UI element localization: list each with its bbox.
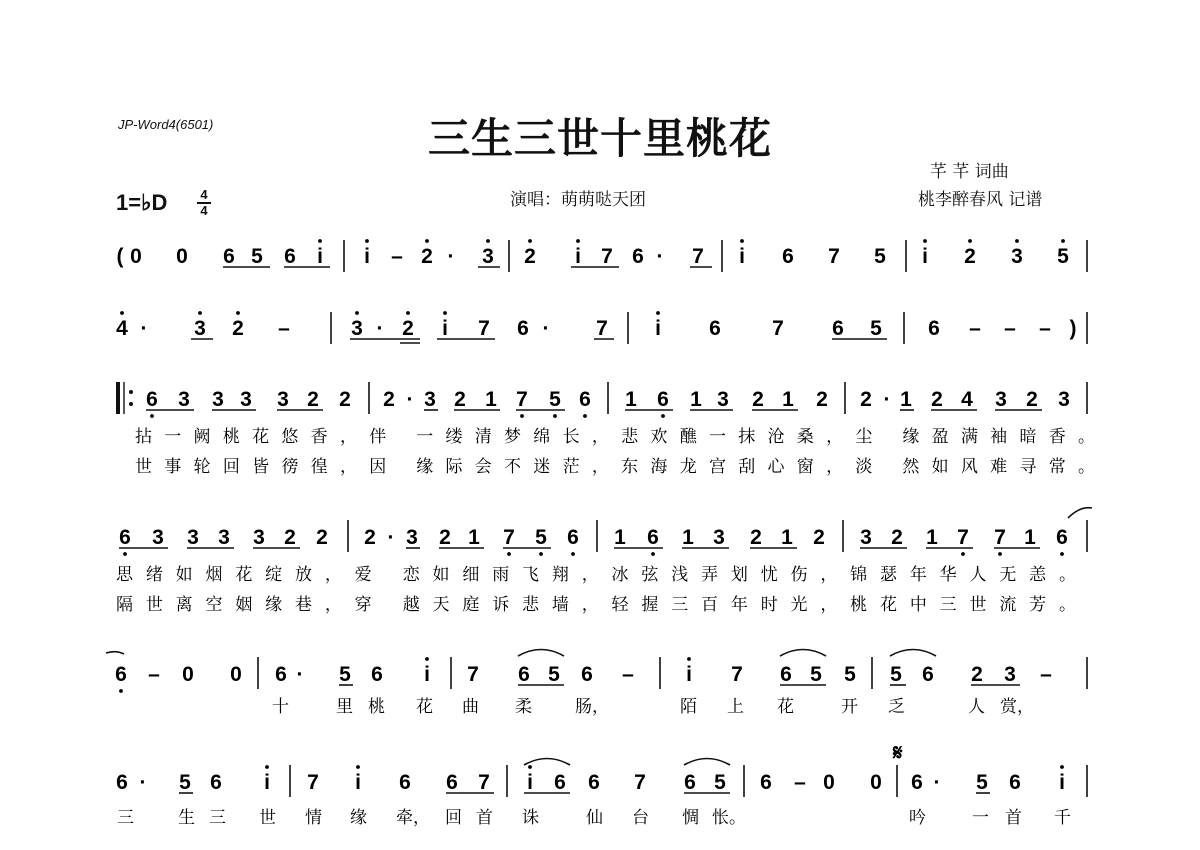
octave-dot-high xyxy=(198,311,202,315)
segno-sign: 𝄋 xyxy=(893,740,903,765)
octave-dot-high xyxy=(236,311,240,315)
note-1-1: · xyxy=(140,317,148,340)
octave-dot-high xyxy=(968,239,972,243)
note-0-10: · xyxy=(447,245,455,268)
note-2-22: 2 xyxy=(860,388,872,411)
note-3-0: 6 xyxy=(119,526,131,549)
lyric-4-9: 花 xyxy=(777,697,794,717)
lyric-4-0: 十 xyxy=(272,697,289,717)
note-2-7: 2 xyxy=(383,388,395,411)
octave-dot-high xyxy=(528,239,532,243)
octave-dot-low xyxy=(1060,552,1064,556)
note-0-3: 6 xyxy=(223,245,235,268)
note-5-23: 6 xyxy=(1009,771,1021,794)
note-3-14: 6 xyxy=(567,526,579,549)
note-0-21: 5 xyxy=(874,245,886,268)
note-1-0: 4 xyxy=(116,317,128,340)
note-5-1: · xyxy=(139,771,147,794)
note-2-13: 5 xyxy=(549,388,561,411)
note-4-17: 5 xyxy=(810,663,822,686)
lyric-4-2: 桃 xyxy=(368,697,385,717)
note-5-21: · xyxy=(933,771,941,794)
note-2-5: 2 xyxy=(307,388,319,411)
note-3-18: 3 xyxy=(713,526,725,549)
note-2-20: 1 xyxy=(782,388,794,411)
note-3-9: 3 xyxy=(406,526,418,549)
time-signature-top: 4 xyxy=(200,187,208,202)
note-0-23: 2 xyxy=(964,245,976,268)
singer-credit: 演唱：萌萌哒天团 xyxy=(510,190,646,210)
note-3-10: 2 xyxy=(439,526,451,549)
note-0-17: 7 xyxy=(692,245,704,268)
note-5-6: i xyxy=(355,771,361,794)
note-2-2: 3 xyxy=(212,388,224,411)
note-5-5: 7 xyxy=(307,771,319,794)
octave-dot-high xyxy=(1060,765,1064,769)
lyric-5-11: 台 xyxy=(632,808,649,828)
note-1-19: – xyxy=(969,317,981,340)
note-3-7: 2 xyxy=(364,526,376,549)
note-4-21: 2 xyxy=(971,663,983,686)
note-2-11: 1 xyxy=(485,388,497,411)
note-4-10: 6 xyxy=(518,663,530,686)
lyric-5-0: 三 xyxy=(117,808,134,828)
note-5-12: 6 xyxy=(588,771,600,794)
note-3-2: 3 xyxy=(187,526,199,549)
lyric-5-4: 情 xyxy=(305,808,322,828)
note-0-20: 7 xyxy=(828,245,840,268)
note-1-17: 5 xyxy=(870,317,882,340)
lyric-5-2: 三 xyxy=(209,808,226,828)
octave-dot-high xyxy=(355,311,359,315)
note-5-17: – xyxy=(794,771,806,794)
note-5-0: 6 xyxy=(116,771,128,794)
key-signature: 1=♭D xyxy=(116,190,168,215)
note-1-14: 6 xyxy=(709,317,721,340)
note-1-12: 7 xyxy=(596,317,608,340)
octave-dot-high xyxy=(443,311,447,315)
note-2-23: · xyxy=(883,388,891,411)
note-4-9: 7 xyxy=(467,663,479,686)
note-3-20: 1 xyxy=(781,526,793,549)
note-3-8: · xyxy=(387,526,395,549)
note-4-12: 6 xyxy=(581,663,593,686)
note-0-9: 2 xyxy=(421,245,433,268)
note-0-8: – xyxy=(391,245,403,268)
note-1-4: – xyxy=(278,317,290,340)
note-3-22: 3 xyxy=(860,526,872,549)
octave-dot-low xyxy=(539,552,543,556)
note-3-4: 3 xyxy=(253,526,265,549)
note-2-0: 6 xyxy=(146,388,158,411)
time-signature-bottom: 4 xyxy=(200,202,208,218)
octave-dot-low xyxy=(119,689,123,693)
note-0-18: i xyxy=(739,245,745,268)
note-3-5: 2 xyxy=(284,526,296,549)
note-2-24: 1 xyxy=(900,388,912,411)
lyrics-layer xyxy=(116,427,1095,828)
note-4-4: 6 xyxy=(275,663,287,686)
note-0-1: 0 xyxy=(130,245,142,268)
note-4-19: 5 xyxy=(890,663,902,686)
note-5-14: 6 xyxy=(684,771,696,794)
note-0-5: 6 xyxy=(284,245,296,268)
note-2-27: 3 xyxy=(995,388,1007,411)
note-5-22: 5 xyxy=(976,771,988,794)
octave-dot-high xyxy=(356,765,360,769)
octave-dot-high xyxy=(318,239,322,243)
note-0-0: ( xyxy=(116,245,124,268)
octave-dot-high xyxy=(265,765,269,769)
lyric-4-13: 赏， xyxy=(1000,697,1034,717)
note-1-13: i xyxy=(655,317,661,340)
note-5-3: 6 xyxy=(210,771,222,794)
octave-dot-high xyxy=(1015,239,1019,243)
note-0-2: 0 xyxy=(176,245,188,268)
lyric-4-8: 上 xyxy=(727,697,744,717)
octave-dot-low xyxy=(520,414,524,418)
note-4-20: 6 xyxy=(922,663,934,686)
note-2-12: 7 xyxy=(516,388,528,411)
note-5-7: 6 xyxy=(399,771,411,794)
lyric-5-13: 怅。 xyxy=(712,808,746,828)
lyric-5-10: 仙 xyxy=(586,808,603,828)
note-2-8: · xyxy=(406,388,414,411)
note-1-21: – xyxy=(1039,317,1051,340)
note-4-13: – xyxy=(622,663,634,686)
lyric-5-9: 诛 xyxy=(522,808,539,828)
octave-dot-high xyxy=(528,765,532,769)
lyric-5-8: 首 xyxy=(476,808,493,828)
lyric-4-3: 花 xyxy=(416,697,433,717)
note-1-5: 3 xyxy=(351,317,363,340)
lyric-2-0: 拈一阙桃花悠香，伴 一缕清梦绵长，悲欢醮一抹沧桑，尘 缘盈满袖暗香。 xyxy=(135,427,1095,447)
note-2-6: 2 xyxy=(339,388,351,411)
octave-dot-low xyxy=(583,414,587,418)
lyric-4-1: 里 xyxy=(336,697,353,717)
lyric-5-14: 吟 xyxy=(909,808,926,828)
note-2-9: 3 xyxy=(424,388,436,411)
note-2-21: 2 xyxy=(816,388,828,411)
note-2-4: 3 xyxy=(277,388,289,411)
note-2-17: 1 xyxy=(690,388,702,411)
lyric-4-4: 曲 xyxy=(462,697,479,717)
lyric-4-7: 陌 xyxy=(680,697,697,717)
note-4-8: i xyxy=(424,663,430,686)
note-3-16: 6 xyxy=(647,526,659,549)
lyric-5-15: 一 xyxy=(972,808,989,828)
note-2-25: 2 xyxy=(931,388,943,411)
lyric-5-12: 惆 xyxy=(682,808,699,828)
octave-dot-high xyxy=(425,657,429,661)
octave-dot-low xyxy=(961,552,965,556)
lyric-5-5: 缘 xyxy=(350,808,367,828)
note-5-13: 7 xyxy=(634,771,646,794)
note-2-1: 3 xyxy=(178,388,190,411)
octave-dot-low xyxy=(998,552,1002,556)
octave-dot-high xyxy=(365,239,369,243)
note-1-6: · xyxy=(376,317,384,340)
octave-dot-high xyxy=(576,239,580,243)
octave-dot-low xyxy=(571,552,575,556)
note-5-10: i xyxy=(527,771,533,794)
octave-dot-high xyxy=(425,239,429,243)
note-4-3: 0 xyxy=(230,663,242,686)
lyric-5-6: 牵， xyxy=(396,808,430,828)
note-1-18: 6 xyxy=(928,317,940,340)
lyric-2-1: 世事轮回皆徬徨，因 缘际会不迷茫，东海龙宫刮心窗，淡 然如风难寻常。 xyxy=(135,457,1095,477)
repeat-start-sign xyxy=(118,382,133,414)
note-4-6: 5 xyxy=(339,663,351,686)
note-4-0: 6 xyxy=(115,663,127,686)
note-0-7: i xyxy=(364,245,370,268)
note-0-16: · xyxy=(656,245,664,268)
software-label: JP-Word4(6501) xyxy=(118,117,214,132)
note-2-26: 4 xyxy=(961,388,973,411)
note-4-23: – xyxy=(1040,663,1052,686)
octave-dot-high xyxy=(740,239,744,243)
note-2-19: 2 xyxy=(752,388,764,411)
octave-dot-high xyxy=(1061,239,1065,243)
note-3-27: 1 xyxy=(1024,526,1036,549)
octave-dot-high xyxy=(687,657,691,661)
note-4-18: 5 xyxy=(844,663,856,686)
note-1-20: – xyxy=(1004,317,1016,340)
note-3-25: 7 xyxy=(957,526,969,549)
octave-dot-low xyxy=(507,552,511,556)
note-2-14: 6 xyxy=(579,388,591,411)
octave-dot-low xyxy=(123,552,127,556)
note-3-12: 7 xyxy=(503,526,515,549)
note-0-15: 6 xyxy=(632,245,644,268)
lyric-5-3: 世 xyxy=(259,808,276,828)
note-5-11: 6 xyxy=(554,771,566,794)
note-0-25: 5 xyxy=(1057,245,1069,268)
note-4-14: i xyxy=(686,663,692,686)
lyric-3-1: 隔世离空姻缘巷，穿 越天庭诉悲墙，轻握三百年时光，桃花中三世流芳。 xyxy=(116,595,1076,615)
note-1-16: 6 xyxy=(832,317,844,340)
note-3-26: 7 xyxy=(994,526,1006,549)
note-4-5: · xyxy=(296,663,304,686)
note-0-19: 6 xyxy=(782,245,794,268)
note-1-7: 2 xyxy=(402,317,414,340)
note-3-28: 6 xyxy=(1056,526,1068,549)
note-4-15: 7 xyxy=(731,663,743,686)
note-3-21: 2 xyxy=(813,526,825,549)
note-3-19: 2 xyxy=(750,526,762,549)
octave-dot-low xyxy=(661,414,665,418)
note-2-28: 2 xyxy=(1026,388,1038,411)
note-1-15: 7 xyxy=(772,317,784,340)
note-2-3: 3 xyxy=(240,388,252,411)
note-3-24: 1 xyxy=(926,526,938,549)
note-0-13: i xyxy=(575,245,581,268)
note-2-15: 1 xyxy=(625,388,637,411)
note-1-22: ) xyxy=(1069,317,1077,340)
note-4-2: 0 xyxy=(182,663,194,686)
octave-dot-high xyxy=(656,311,660,315)
note-5-2: 5 xyxy=(179,771,191,794)
note-0-24: 3 xyxy=(1011,245,1023,268)
octave-dot-low xyxy=(651,552,655,556)
note-1-3: 2 xyxy=(232,317,244,340)
octave-dot-high xyxy=(406,311,410,315)
note-0-22: i xyxy=(922,245,928,268)
note-5-19: 0 xyxy=(870,771,882,794)
notator-credit: 桃李醉春风 记谱 xyxy=(918,190,1043,210)
note-3-17: 1 xyxy=(682,526,694,549)
song-title: 三生三世十里桃花 xyxy=(427,114,772,163)
octave-dot-high xyxy=(923,239,927,243)
note-3-15: 1 xyxy=(614,526,626,549)
note-0-12: 2 xyxy=(524,245,536,268)
octave-dot-high xyxy=(120,311,124,315)
lyric-4-12: 人 xyxy=(968,697,985,717)
note-3-23: 2 xyxy=(891,526,903,549)
octave-dot-low xyxy=(553,414,557,418)
note-3-6: 2 xyxy=(316,526,328,549)
note-4-11: 5 xyxy=(548,663,560,686)
note-1-11: · xyxy=(542,317,550,340)
lyric-4-10: 开 xyxy=(841,697,858,717)
lyric-5-16: 首 xyxy=(1005,808,1022,828)
note-5-16: 6 xyxy=(760,771,772,794)
note-5-18: 0 xyxy=(823,771,835,794)
note-5-8: 6 xyxy=(446,771,458,794)
note-2-29: 3 xyxy=(1058,388,1070,411)
note-2-10: 2 xyxy=(454,388,466,411)
note-4-1: – xyxy=(148,663,160,686)
note-5-24: i xyxy=(1059,771,1065,794)
lyric-5-1: 生 xyxy=(178,808,195,828)
note-0-11: 3 xyxy=(482,245,494,268)
note-0-14: 7 xyxy=(601,245,613,268)
note-4-16: 6 xyxy=(780,663,792,686)
note-5-4: i xyxy=(264,771,270,794)
note-3-11: 1 xyxy=(468,526,480,549)
note-5-9: 7 xyxy=(478,771,490,794)
note-5-20: 6 xyxy=(911,771,923,794)
note-0-4: 5 xyxy=(251,245,263,268)
lyric-5-17: 千 xyxy=(1054,808,1071,828)
lyric-5-7: 回 xyxy=(445,808,462,828)
note-3-1: 3 xyxy=(152,526,164,549)
lyric-4-11: 乏 xyxy=(888,697,905,717)
note-3-13: 5 xyxy=(535,526,547,549)
lyric-4-5: 柔 xyxy=(515,697,532,717)
octave-dot-high xyxy=(486,239,490,243)
note-1-8: i xyxy=(442,317,448,340)
note-5-15: 5 xyxy=(714,771,726,794)
note-1-9: 7 xyxy=(478,317,490,340)
note-4-22: 3 xyxy=(1004,663,1016,686)
note-4-7: 6 xyxy=(371,663,383,686)
note-1-2: 3 xyxy=(194,317,206,340)
note-1-10: 6 xyxy=(517,317,529,340)
composer-credit: 芊 芊 词曲 xyxy=(930,162,1009,182)
note-0-6: i xyxy=(317,245,323,268)
note-3-3: 3 xyxy=(218,526,230,549)
note-2-18: 3 xyxy=(717,388,729,411)
lyric-3-0: 思绪如烟花绽放，爱 恋如细雨飞翔，冰弦浅弄划忧伤，锦瑟年华人无恙。 xyxy=(116,565,1076,585)
note-2-16: 6 xyxy=(657,388,669,411)
lyric-4-6: 肠， xyxy=(575,697,609,717)
octave-dot-low xyxy=(150,414,154,418)
